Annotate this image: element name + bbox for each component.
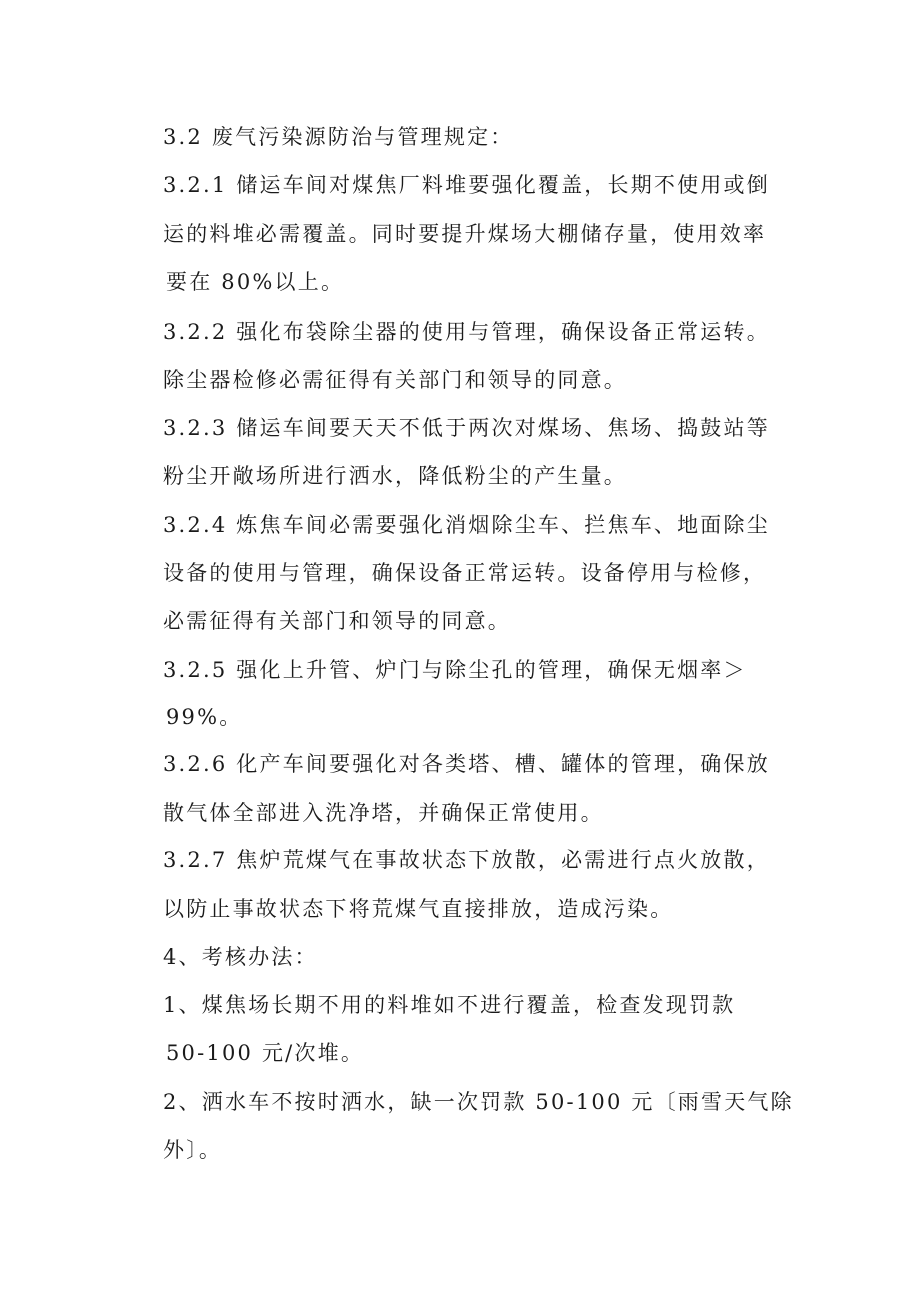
clause-3-2-4-line-3: 必需征得有关部门和领导的同意。 [163,609,511,633]
clause-3-2-7-line-2: 以防止事故状态下将荒煤气直接排放，造成污染。 [163,897,674,921]
assessment-item-1-line-2: 50-100 元/次堆。 [166,1041,365,1065]
assessment-item-2-line-2: 外〕。 [163,1138,223,1162]
section-heading-3-2: 3.2 废气污染源防治与管理规定： [163,125,514,149]
clause-3-2-6-line-1: 3.2.6 化产车间要强化对各类塔、槽、罐体的管理，确保放 [163,752,770,776]
clause-3-2-7-line-1: 3.2.7 焦炉荒煤气在事故状态下放散，必需进行点火放散， [163,848,770,872]
clause-3-2-1-line-2: 运的料堆必需覆盖。同时要提升煤场大棚储存量，使用效率 [163,222,767,246]
clause-3-2-2-line-2: 除尘器检修必需征得有关部门和领导的同意。 [163,368,627,392]
clause-3-2-1-line-3: 要在 80%以上。 [166,270,345,294]
clause-3-2-3-line-2: 粉尘开敞场所进行洒水，降低粉尘的产生量。 [163,464,627,488]
assessment-item-2-line-1: 2、洒水车不按时洒水，缺一次罚款 50-100 元〔雨雪天气除 [163,1090,794,1114]
section-heading-4: 4、考核办法： [163,945,318,969]
clause-3-2-4-line-1: 3.2.4 炼焦车间必需要强化消烟除尘车、拦焦车、地面除尘 [163,513,770,537]
assessment-item-1-line-1: 1、煤焦场长期不用的料堆如不进行覆盖，检查发现罚款 [163,993,736,1017]
clause-3-2-4-line-2: 设备的使用与管理，确保设备正常运转。设备停用与检修， [163,561,767,585]
clause-3-2-6-line-2: 散气体全部进入洗净塔，并确保正常使用。 [163,801,604,825]
clause-3-2-5-line-2: 99%。 [166,705,243,729]
clause-3-2-2-line-1: 3.2.2 强化布袋除尘器的使用与管理，确保设备正常运转。 [163,320,770,344]
clause-3-2-3-line-1: 3.2.3 储运车间要天天不低于两次对煤场、焦场、捣鼓站等 [163,416,770,440]
clause-3-2-1-line-1: 3.2.1 储运车间对煤焦厂料堆要强化覆盖，长期不使用或倒 [163,173,770,197]
clause-3-2-5-line-1: 3.2.5 强化上升管、炉门与除尘孔的管理，确保无烟率＞ [163,658,747,682]
